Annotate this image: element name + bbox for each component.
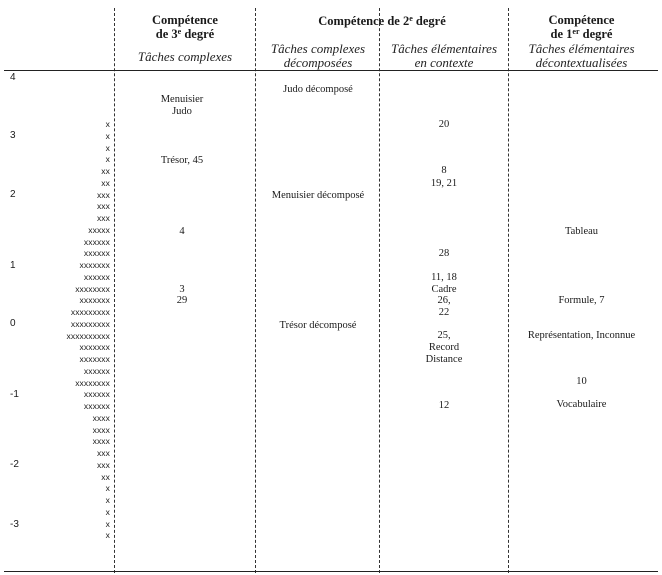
task-label: 3: [179, 284, 185, 295]
axis-label: -2: [10, 459, 19, 470]
task-label: Judo: [172, 106, 192, 117]
distribution-row: xxxxxxxxx: [70, 318, 110, 329]
subheader-complex-tasks: Tâches complexes: [137, 49, 233, 64]
distribution-row: xxxxxxx: [79, 295, 110, 306]
header-2nd-degree: Compétence de 2e degré: [318, 14, 446, 28]
task-label: 26,: [437, 295, 451, 306]
distribution-row: xxxxxx: [83, 389, 110, 400]
axis-label: 4: [10, 72, 16, 83]
task-label: Menuisier: [160, 94, 204, 105]
distribution-row: xxxxxx: [83, 271, 110, 282]
distribution-row: xxxx: [92, 436, 110, 447]
task-label: 4: [179, 226, 185, 237]
bottom-rule: [4, 571, 658, 572]
separator-col2: [255, 8, 256, 573]
distribution-row: xxxxxx: [83, 248, 110, 259]
task-label: 10: [576, 376, 587, 387]
distribution-row: xxxxxxxx: [75, 377, 110, 388]
distribution-row: xxx: [96, 448, 110, 458]
distribution-row: x: [105, 119, 110, 129]
distribution-row: xxxxxx: [83, 236, 110, 247]
distribution-row: xxxxxxxxx: [70, 307, 110, 317]
axis-label: -3: [10, 519, 19, 530]
distribution-row: x: [105, 130, 110, 141]
task-label: Trésor décomposé: [279, 320, 357, 331]
axis-label: 1: [10, 260, 16, 271]
axis-label: 3: [10, 130, 16, 141]
task-label: Distance: [425, 354, 463, 365]
task-label: Judo décomposé: [283, 84, 353, 95]
task-label: Tableau: [564, 226, 599, 237]
task-label: Menuisier décomposé: [271, 190, 365, 201]
distribution-row: xxxxxx: [83, 365, 110, 376]
distribution-row: x: [105, 142, 110, 153]
distribution-row: x: [105, 483, 110, 494]
distribution-row: xxxx: [92, 424, 110, 435]
task-label: Vocabulaire: [556, 399, 607, 410]
subheader-elementary-context: Tâches élémentaires en contexte: [390, 41, 498, 70]
distribution-row: xxxxxxx: [79, 354, 110, 364]
distribution-row: x: [105, 506, 110, 517]
task-label: 25,: [437, 330, 451, 341]
distribution-row: x: [105, 518, 110, 529]
subheader-decomposed-tasks: Tâches complexes décomposées: [270, 41, 366, 70]
distribution-row: x: [105, 530, 110, 541]
distribution-row: xxxxxxx: [79, 260, 110, 270]
header-3rd-degree: Compétence de 3e degré: [152, 13, 218, 41]
task-label: Représentation, Inconnue: [527, 330, 636, 341]
distribution-row: xxxxxxxxxx: [66, 330, 110, 341]
task-label: Record: [428, 342, 460, 353]
distribution-row: x: [105, 154, 110, 165]
axis-label: 2: [10, 189, 16, 200]
distribution-row: xxxxx: [88, 224, 110, 235]
distribution-row: xxx: [96, 459, 110, 470]
axis-label: 0: [10, 318, 16, 329]
task-label: 8: [441, 165, 447, 176]
task-label: 28: [438, 248, 450, 259]
distribution-row: xxx: [96, 201, 110, 212]
header-1st-degree: Compétence de 1er degré: [548, 13, 615, 41]
subheader-elementary-decontext: Tâches élémentaires décontextualisées: [528, 41, 635, 70]
distribution-row: x: [105, 495, 110, 505]
separator-col4: [508, 8, 509, 573]
distribution-row: xxxxxxxx: [75, 283, 110, 294]
task-label: 20: [438, 119, 450, 130]
distribution-row: xxxxxx: [83, 401, 110, 411]
task-label: 22: [438, 307, 450, 318]
task-label: Cadre: [431, 284, 457, 295]
task-label: Trésor, 45: [160, 155, 204, 166]
axis-label: -1: [10, 389, 19, 400]
distribution-row: xxxx: [92, 412, 110, 423]
distribution-row: xx: [101, 177, 110, 188]
task-label: 12: [438, 400, 450, 411]
task-label: 11, 18: [431, 272, 457, 283]
distribution-row: xxx: [96, 213, 110, 223]
distribution-row: xx: [101, 471, 110, 482]
header-divider: [4, 70, 658, 71]
task-label: Formule, 7: [558, 295, 605, 306]
distribution-row: xxxxxxx: [79, 342, 110, 353]
distribution-row: xx: [101, 166, 110, 176]
task-label: 29: [176, 295, 188, 306]
separator-col1: [114, 8, 115, 573]
task-label: 19, 21: [430, 178, 458, 189]
distribution-row: xxx: [96, 189, 110, 200]
